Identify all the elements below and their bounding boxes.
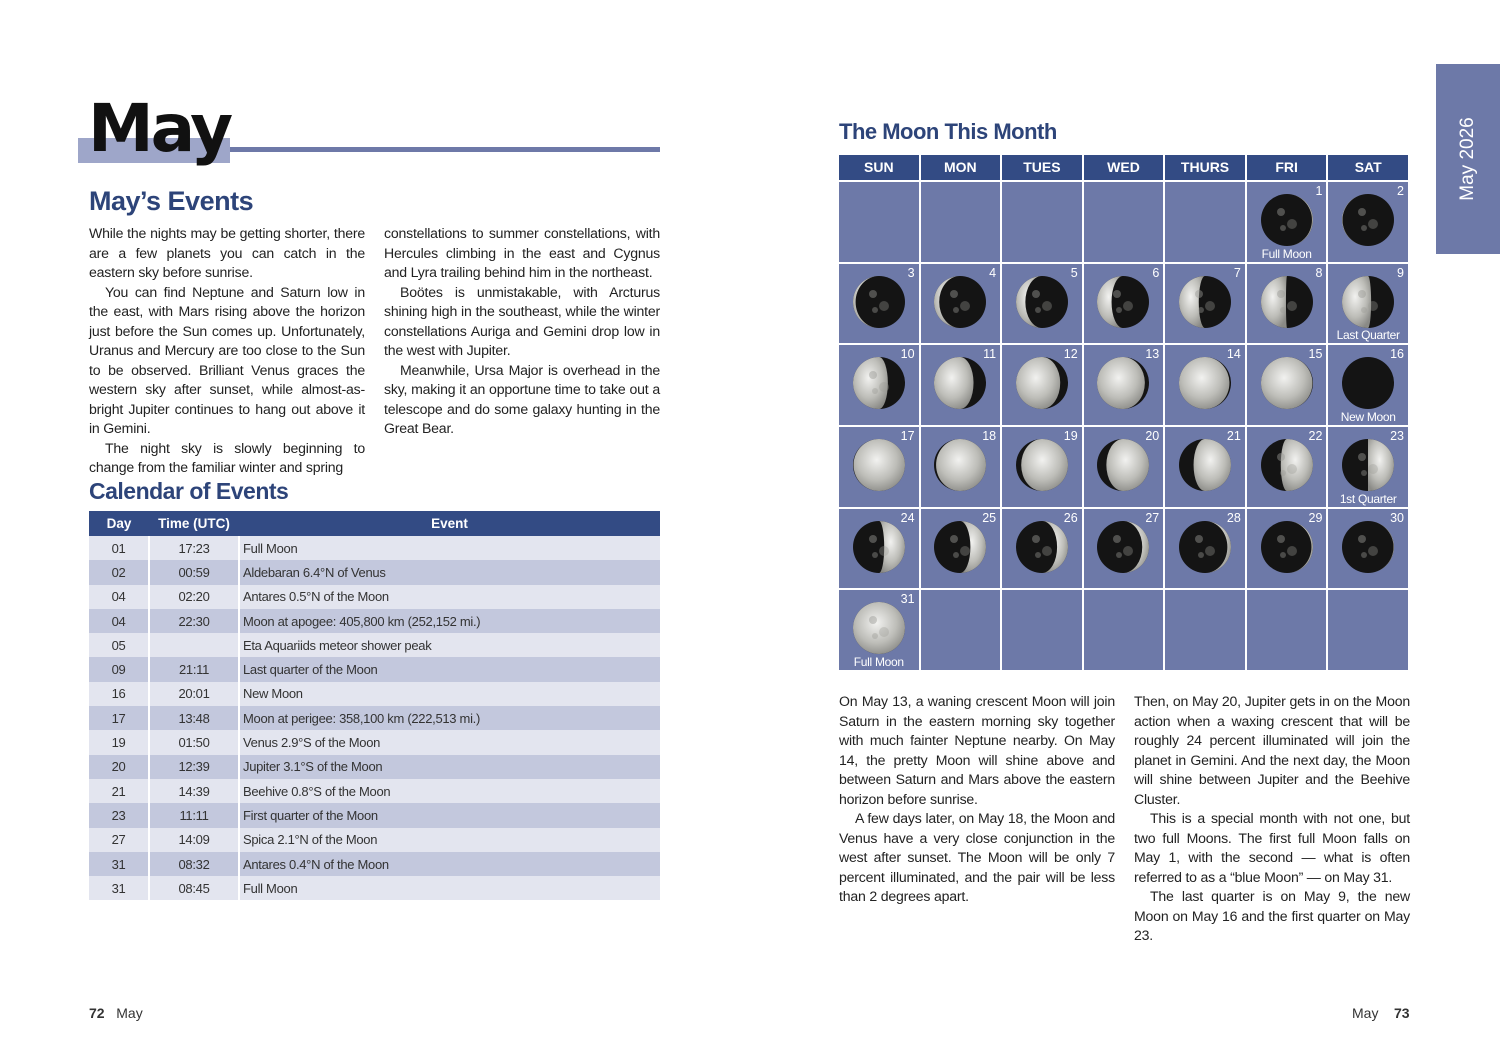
day-number: 29 [1308,510,1323,525]
calendar-empty-cell [1002,590,1082,670]
moon-phase-icon [934,439,986,491]
day-number: 21 [1226,429,1241,443]
events-paragraph: The night sky is slowly beginning to change from the familiar winter and spring [89,439,365,475]
day-number: 1 [1315,184,1323,198]
weekday-header: SUN [839,155,919,180]
moon-phase-icon [934,276,986,328]
moon-phase-icon [1261,357,1313,409]
moon-paragraph: Then, on May 20, Jupiter gets in on the Moon action when a waxing crescent that will be roughly 24 percent illuminated will join the planet in Gemini. And the next day, the Moon will shine between Jupiter and the Beehive Cluster. [1134,693,1410,807]
moon-phase-icon [934,521,986,573]
table-row [89,609,660,633]
cell-day: 16 [89,682,149,706]
moon-phase-icon [1261,276,1313,328]
table-row [89,706,660,730]
calendar-day-cell [839,427,919,507]
calendar-empty-cell [839,182,919,262]
day-number: 26 [1063,510,1078,525]
moon-phase-icon [1016,439,1068,491]
cell-day: 31 [89,876,149,900]
events-paragraph: Meanwhile, Ursa Major is overhead in the sky, making it an opportune time to take out a telescope and do some galaxy hunting in the Great Bear. [384,361,660,436]
cell-time: 17:23 [149,536,239,560]
title-rule [228,147,660,152]
calendar-day-cell [1328,264,1408,344]
moon-phase-icon [1097,521,1149,573]
calendar-empty-cell [921,182,1001,262]
page-number: 72 [89,1005,105,1021]
moon-paragraph: The last quarter is on May 9, the new Moon on May 16 and the first quarter on May 23. [1134,888,1410,943]
cell-event: Antares 0.5°N of the Moon [239,585,660,609]
table-row [89,852,660,876]
calendar-day-cell [839,590,919,670]
moon-column-1 [839,692,1115,907]
calendar-day-cell [1247,427,1327,507]
moon-phase-icon [1261,521,1313,573]
day-number: 6 [1152,265,1160,280]
column-header-time: Time (UTC) [149,511,239,536]
cell-event: Eta Aquariids meteor shower peak [239,633,660,657]
page-number: 73 [1394,1005,1410,1021]
calendar-day-cell [921,509,1001,589]
cell-event: Spica 2.1°N of the Moon [239,828,660,852]
cell-time: 02:20 [149,585,239,609]
cell-day: 21 [89,779,149,803]
day-number: 9 [1397,265,1404,280]
cell-event: Jupiter 3.1°S of the Moon [239,755,660,779]
calendar-day-cell [921,345,1001,425]
cell-time: 08:32 [149,852,239,876]
table-row [89,633,660,657]
running-head: May [116,1005,143,1021]
cell-day: 09 [89,657,149,681]
moon-phase-icon [1016,521,1068,573]
calendar-day-cell [1084,509,1164,589]
cell-day: 02 [89,560,149,584]
events-paragraph: constellations to summer constellations, with Hercules climbing in the east and Cygnus and Lyra trailing behind him in the northeast. [384,225,660,280]
events-column-2 [384,224,660,439]
events-table-header-row [89,511,660,536]
weekday-header: FRI [1247,155,1327,180]
phase-label: Last Quarter [1336,328,1400,343]
calendar-day-cell [1084,264,1164,344]
cell-day: 19 [89,730,149,754]
day-number: 30 [1390,510,1404,525]
day-number: 11 [983,347,997,362]
events-column-1 [89,224,365,478]
table-row [89,536,660,560]
day-number: 18 [982,429,997,443]
day-number: 31 [900,592,915,607]
cell-time: 14:39 [149,779,239,803]
cell-day: 27 [89,828,149,852]
moon-paragraph: On May 13, a waning crescent Moon will join Saturn in the eastern morning sky together with much fainter Neptune nearby. On May 14, the pretty Moon will shine above and between Saturn and Mars above the eastern horizon before sunrise. [839,693,1115,807]
table-row [89,803,660,827]
table-row [89,560,660,584]
calendar-day-cell [921,427,1001,507]
day-number: 28 [1226,510,1241,525]
calendar-empty-cell [1247,590,1327,670]
day-number: 22 [1308,429,1323,443]
weekday-header: THURS [1165,155,1245,180]
cell-time [149,633,239,657]
cell-day: 31 [89,852,149,876]
day-number: 24 [900,510,915,525]
calendar-day-cell [1247,264,1327,344]
calendar-day-cell [839,509,919,589]
cell-day: 05 [89,633,149,657]
calendar-day-cell [1084,345,1164,425]
moon-phase-icon [853,602,905,654]
calendar-day-cell [1328,427,1408,507]
moon-phase-icon [1097,357,1149,409]
cell-time: 21:11 [149,657,239,681]
moon-paragraph: This is a special month with not one, but two full Moons. The first full Moon falls on May 1, with the second — what is often referred to as a “blue Moon” — on May 31. [1134,810,1410,885]
moon-phase-icon [853,439,905,491]
table-row [89,755,660,779]
calendar-empty-cell [1165,182,1245,262]
day-number: 10 [900,347,915,362]
cell-time: 00:59 [149,560,239,584]
cell-day: 04 [89,609,149,633]
calendar-day-cell [1165,427,1245,507]
events-table [89,511,660,900]
day-number: 5 [1070,265,1078,280]
folio-right [1352,1005,1410,1021]
day-number: 8 [1315,265,1323,280]
moon-phase-icon [1097,439,1149,491]
side-tab [1436,64,1500,254]
calendar-empty-cell [921,590,1001,670]
calendar-day-cell [1165,345,1245,425]
moon-phase-icon [1097,276,1149,328]
calendar-day-cell [921,264,1001,344]
moon-phase-icon [1179,276,1231,328]
moon-heading: The Moon This Month [839,119,1057,144]
events-paragraph: While the nights may be getting shorter, there are a few planets you can catch in the eastern sky before sunrise. [89,225,365,280]
calendar-empty-cell [1084,182,1164,262]
moon-phase-icon [1179,357,1231,409]
column-header-event: Event [239,511,660,536]
table-row [89,657,660,681]
phase-label: Full Moon [1261,246,1312,261]
moon-phase-icon [1261,194,1313,246]
cell-time: 01:50 [149,730,239,754]
table-row [89,779,660,803]
calendar-day-cell [839,345,919,425]
day-number: 14 [1226,347,1241,362]
weekday-header: MON [921,155,1001,180]
cell-day: 01 [89,536,149,560]
cell-event: Aldebaran 6.4°N of Venus [239,560,660,584]
cell-day: 04 [89,585,149,609]
cell-event: Beehive 0.8°S of the Moon [239,779,660,803]
calendar-day-cell [1328,345,1408,425]
cell-event: Full Moon [239,536,660,560]
moon-paragraph: A few days later, on May 18, the Moon and Venus have a very close conjunction in the west after sunset. The Moon will be only 7 percent illuminated, and the pair will be less than 2 degrees apart. [839,810,1115,904]
moon-phase-icon [1342,194,1394,246]
cell-event: Moon at apogee: 405,800 km (252,152 mi.) [239,609,660,633]
moon-phase-icon [1261,439,1313,491]
day-number: 3 [907,265,915,280]
cell-event: New Moon [239,682,660,706]
day-number: 15 [1308,347,1323,362]
calendar-day-cell [1165,509,1245,589]
calendar-day-cell [1247,182,1327,262]
calendar-day-cell [1328,182,1408,262]
day-number: 25 [982,510,997,525]
cell-time: 14:09 [149,828,239,852]
calendar-day-cell [1002,345,1082,425]
day-number: 17 [900,429,915,443]
table-row [89,876,660,900]
cell-time: 13:48 [149,706,239,730]
table-row [89,828,660,852]
table-row [89,682,660,706]
table-row [89,730,660,754]
moon-phase-icon [853,357,905,409]
cell-time: 12:39 [149,755,239,779]
day-number: 13 [1145,347,1160,362]
cell-day: 20 [89,755,149,779]
side-tab-label: May 2026 [1457,117,1478,201]
calendar-day-cell [1328,509,1408,589]
weekday-header: SAT [1328,155,1408,180]
calendar-empty-cell [1328,590,1408,670]
events-table-body [89,536,660,900]
folio-left [89,1005,143,1021]
calendar-day-cell [1165,264,1245,344]
moon-phase-icon [853,521,905,573]
calendar-day-cell [1247,345,1327,425]
events-paragraph: You can find Neptune and Saturn low in the east, with Mars rising above the horizon just before the Sun comes up. Unfortunately, Uranus and Mercury are too close to the Sun to be observed. Brilliant Venus graces the western sky after sunset, while almost-as-bright Jupiter continues to hang out above it in Gemini. [89,283,365,436]
day-number: 19 [1063,429,1078,443]
cell-day: 23 [89,803,149,827]
day-number: 20 [1145,429,1160,443]
moon-column-2 [1134,692,1410,946]
moon-phase-icon [1342,439,1394,491]
column-header-day: Day [89,511,149,536]
calendar-day-cell [839,264,919,344]
cell-event: Moon at perigee: 358,100 km (222,513 mi.) [239,706,660,730]
cell-event: Last quarter of the Moon [239,657,660,681]
cell-event: Full Moon [239,876,660,900]
cell-time: 22:30 [149,609,239,633]
day-number: 27 [1145,510,1160,525]
calendar-day-cell [1247,509,1327,589]
weekday-header-row [839,155,1410,180]
moon-phase-icon [853,276,905,328]
calendar-empty-cell [1002,182,1082,262]
events-heading: May’s Events [89,186,254,216]
cell-event: First quarter of the Moon [239,803,660,827]
day-number: 4 [989,265,997,280]
running-head: May [1352,1005,1379,1021]
phase-label: New Moon [1340,409,1396,424]
moon-phase-icon [1342,276,1394,328]
table-row [89,585,660,609]
calendar-day-cell [1002,264,1082,344]
cell-time: 08:45 [149,876,239,900]
events-paragraph: Boötes is unmistakable, with Arcturus shining high in the southeast, while the winter constellations Auriga and Gemini drop low in the west with Jupiter. [384,283,660,358]
phase-label: 1st Quarter [1339,491,1397,506]
moon-phase-icon [934,357,986,409]
calendar-empty-cell [1165,590,1245,670]
cell-event: Venus 2.9°S of the Moon [239,730,660,754]
calendar-day-cell [1002,427,1082,507]
calendar-day-cell [1084,427,1164,507]
calendar-empty-cell [1084,590,1164,670]
moon-phase-icon [1179,521,1231,573]
cell-day: 17 [89,706,149,730]
moon-phase-icon [1016,276,1068,328]
moon-phase-icon [1016,357,1068,409]
page-title: May [88,90,231,167]
moon-phase-icon [1179,439,1231,491]
moon-phase-icon [1342,357,1394,409]
moon-phase-icon [1342,521,1394,573]
phase-label: Full Moon [853,655,904,669]
weekday-header: TUES [1002,155,1082,180]
cell-time: 20:01 [149,682,239,706]
calendar-day-cell [1002,509,1082,589]
weekday-header: WED [1084,155,1164,180]
moon-calendar [839,155,1410,669]
day-number: 2 [1397,184,1404,198]
cell-event: Antares 0.4°N of the Moon [239,852,660,876]
day-number: 23 [1390,429,1404,443]
day-number: 12 [1063,347,1078,362]
calendar-heading: Calendar of Events [89,478,289,504]
day-number: 7 [1233,265,1241,280]
cell-time: 11:11 [149,803,239,827]
day-number: 16 [1390,347,1404,362]
